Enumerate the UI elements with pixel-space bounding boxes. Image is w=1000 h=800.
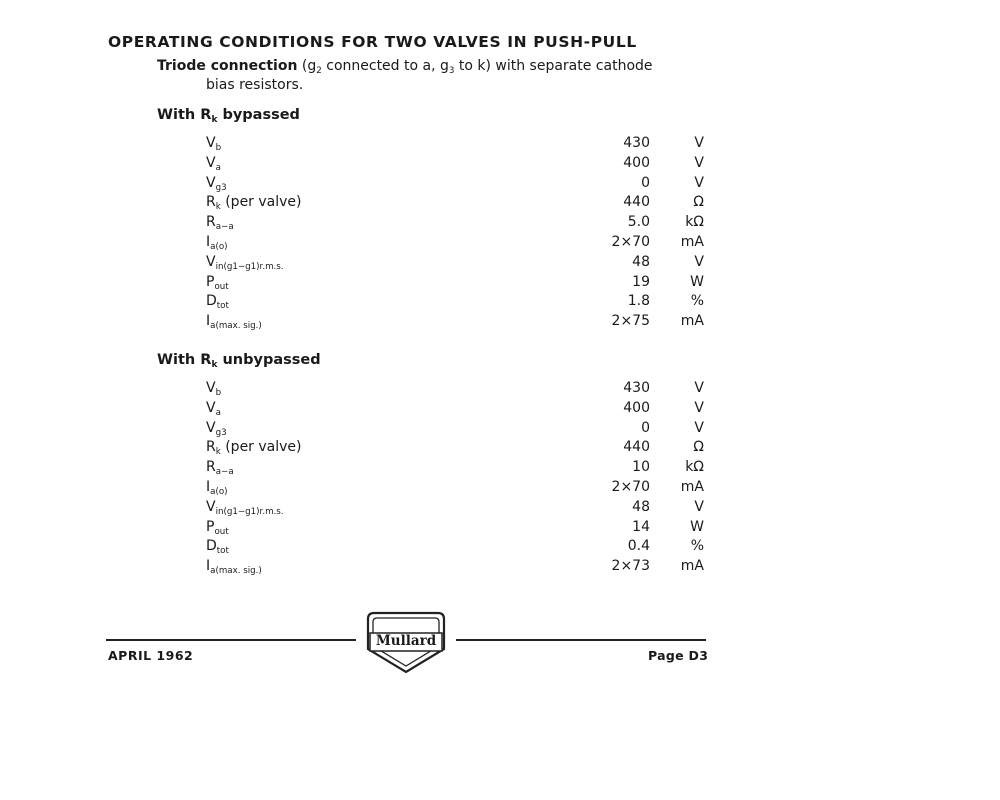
parameter-unit: V: [694, 419, 704, 436]
table-row: [0, 400, 1000, 420]
parameter-label: $R_k$ (per valve): [206, 194, 302, 213]
footer-rule-left: [106, 639, 356, 641]
parameter-label: $V_b$: [206, 135, 222, 154]
parameter-label: $P_{out}$: [206, 273, 229, 292]
parameter-label: $I_{a(max. sig.)}$: [206, 313, 262, 332]
parameter-label: $V_a$: [206, 154, 221, 173]
parameter-unit: mA: [680, 313, 704, 330]
table-row: [0, 558, 1000, 578]
parameter-value: 430: [623, 135, 650, 151]
footer-date: APRIL 1962: [108, 648, 194, 663]
parameter-unit: V: [694, 154, 704, 171]
parameter-label: $I_{a(o)}$: [206, 478, 228, 498]
parameter-value: 400: [623, 399, 650, 416]
intro-text-3: to k) with separate cathode: [454, 58, 653, 74]
parameter-value: 0.4: [627, 538, 650, 555]
conditions-table-unbypassed: [0, 380, 1000, 578]
parameter-unit: %: [690, 538, 704, 555]
parameter-unit: V: [694, 399, 704, 416]
intro-bold: Triode connection: [157, 58, 298, 74]
parameter-value: 400: [623, 154, 650, 171]
table-row: [0, 155, 1000, 175]
parameter-value: 0: [641, 419, 650, 436]
table-row: [0, 459, 1000, 479]
parameter-label: $I_{a(max. sig.)}$: [206, 558, 262, 577]
parameter-unit: V: [694, 135, 704, 151]
parameter-label: $D_{tot}$: [206, 293, 229, 312]
parameter-value: 10: [632, 459, 650, 476]
parameter-label: $D_{tot}$: [206, 538, 229, 557]
parameter-label: $V_b$: [206, 380, 222, 399]
parameter-value: 2×73: [611, 558, 650, 575]
parameter-label: $V_a$: [206, 399, 221, 418]
parameter-value: 48: [632, 253, 650, 270]
table-row: [0, 313, 1000, 333]
table-row: [0, 439, 1000, 459]
section-heading-bypassed: With $R_k$ bypassed: [157, 107, 300, 126]
parameter-value: 430: [623, 380, 650, 396]
parameter-label: $R_{a-a}$: [206, 214, 234, 233]
table-row: [0, 538, 1000, 558]
parameter-unit: V: [694, 174, 704, 191]
parameter-value: 440: [623, 439, 650, 456]
intro-text-2: connected to a, g: [321, 58, 449, 74]
parameter-unit: Ω: [693, 194, 704, 211]
parameter-value: 5.0: [627, 214, 650, 231]
parameter-label: $V_{g3}$: [206, 419, 227, 438]
table-row: [0, 499, 1000, 519]
parameter-value: 2×70: [611, 233, 650, 250]
parameter-unit: W: [690, 273, 704, 290]
parameter-unit: mA: [680, 558, 704, 575]
section-heading-unbypassed: With $R_k$ unbypassed: [157, 352, 321, 371]
table-row: [0, 135, 1000, 155]
parameter-label: $V_{in(g1-g1)r.m.s.}$: [206, 498, 284, 517]
parameter-unit: kΩ: [685, 459, 704, 476]
parameter-label: $V_{g3}$: [206, 174, 227, 193]
parameter-value: 2×70: [611, 478, 650, 495]
intro-continuation: bias resistors.: [206, 77, 304, 93]
table-row: [0, 175, 1000, 195]
table-row: [0, 293, 1000, 313]
parameter-label: $V_{in(g1-g1)r.m.s.}$: [206, 253, 284, 272]
parameter-label: $I_{a(o)}$: [206, 233, 228, 253]
parameter-unit: %: [690, 293, 704, 310]
footer-page-number: Page D3: [648, 648, 709, 663]
table-row: [0, 274, 1000, 294]
table-row: [0, 380, 1000, 400]
parameter-unit: V: [694, 380, 704, 396]
parameter-unit: V: [694, 498, 704, 515]
table-row: [0, 420, 1000, 440]
footer-rule-right: [456, 639, 706, 641]
table-row: [0, 194, 1000, 214]
table-row: [0, 519, 1000, 539]
intro-sub-1: 2: [316, 66, 322, 77]
parameter-unit: Ω: [693, 439, 704, 456]
table-row: [0, 234, 1000, 254]
parameter-label: $P_{out}$: [206, 518, 229, 537]
parameter-value: 14: [632, 518, 650, 535]
parameter-label: $R_k$ (per valve): [206, 439, 302, 458]
parameter-value: 2×75: [611, 313, 650, 330]
parameter-label: $R_{a-a}$: [206, 459, 234, 478]
table-row: [0, 214, 1000, 234]
conditions-table-bypassed: [0, 135, 1000, 333]
parameter-unit: mA: [680, 233, 704, 250]
parameter-value: 440: [623, 194, 650, 211]
parameter-unit: W: [690, 518, 704, 535]
parameter-unit: kΩ: [685, 214, 704, 231]
mullard-logo-text: Mullard: [375, 633, 437, 649]
intro-text-1: (g: [297, 58, 317, 74]
parameter-value: 19: [632, 273, 650, 290]
parameter-unit: V: [694, 253, 704, 270]
table-row: [0, 479, 1000, 499]
table-row: [0, 254, 1000, 274]
page-title: OPERATING CONDITIONS FOR TWO VALVES IN PUSH-PULL: [108, 33, 637, 51]
parameter-value: 0: [641, 174, 650, 191]
parameter-value: 48: [632, 498, 650, 515]
intro-sub-2: 3: [448, 66, 455, 77]
parameter-value: 1.8: [627, 293, 650, 310]
intro-paragraph: [157, 57, 717, 95]
parameter-unit: mA: [680, 478, 704, 495]
